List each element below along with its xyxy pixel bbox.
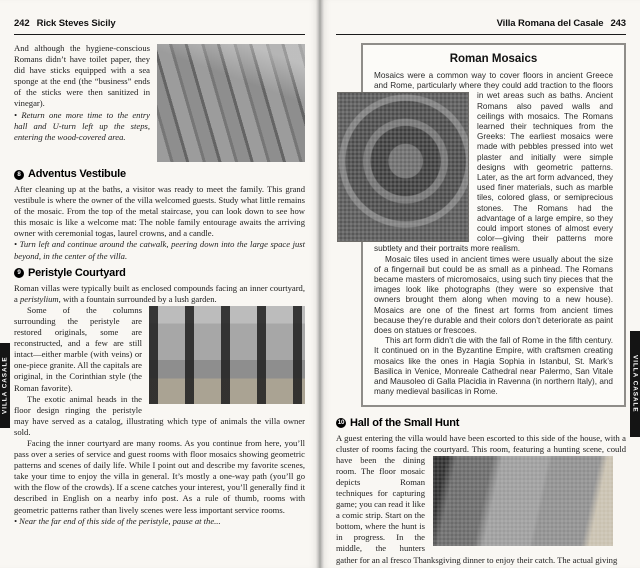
photo-peristyle-courtyard [149, 306, 305, 404]
book-title: Rick Steves Sicily [36, 18, 116, 29]
italic-term-peristylium: peristylium [19, 293, 59, 304]
peristyle-paragraph-3: The exotic animal heads in the floor design ringing the peristyle may have served as a catalog, illustrating which type of animals the villa owner sold. [14, 393, 305, 437]
sidebar-paragraph-3: This art form didn’t die with the fall of Rome in the fifth century. It continued on in the Byzantine Empire, with craftsmen creating mosaics like the ones in Hagia Sophia in Istanbul, St. Mark’s Basilica in Venice, Monreale Cathedral near Palermo, San Vitale and Mausoleo di Galla Placidia in Ravenna (in northern Italy), and many medieval basilicas in Rome. [374, 336, 613, 397]
text-run: room, featuring a hunting scene, could have been the dining room. The floor mosaic depicts Roman techniques for capturing game; you can read it like a comic strip. Start on the bottom, where the hunt is in progress. In the middle, the hunters gather for an al fresco Thanksgiving dinner to enjoy their catch. The actual giving [336, 443, 626, 565]
section-heading-adventus-vestibule [14, 168, 305, 181]
section-heading-hall-of-the-small-hunt [336, 417, 626, 430]
side-tab-villa-casale-right: VILLA CASALE [630, 331, 640, 437]
text-run: Roman villas were typically built as enclosed compounds facing an inner courtyard, a [14, 282, 305, 304]
sidebar-paragraph-2: Mosaic tiles used in ancient times were usually about the size of a fingernail but could be as small as a pinhead. The Romans became masters of micromosaics, using such tiny pieces that the images look like photographs (they were so expensive that owners brought them along when moving to a new house). Mosaics are one of the finest art forms from ancient times because they’re durable and their colors don’t deteriorate as paint does on statues or frescoes. [374, 254, 613, 336]
text-run: floors in wet areas such as baths. Ancient Romans also paved walls and ceilings with mosaics. The Romans learned their techniques from the Greeks: The earliest mosaics were made with pebbles pressed into wet plaster and initially were simple designs with geometric patterns. Later, as the art form advanced, they used finer materials, such as marble tiles, colored glass, or semiprecious stones. The Romans had the advantage of a large empire, so they could import stones of almost every color—giving their patterns more subtlety and their portraits more realism. [374, 81, 613, 254]
section-title: Adventus Vestibule [28, 168, 126, 180]
section-title: Peristyle Courtyard [28, 266, 126, 279]
text-run: Some of the columns surrounding the peristyle are restored originals, some are reconstructed, and a few are still intact—either marble (with veins) or one-piece granite. All the capitals are original, in the Corinthian style (the Roman favorite). [14, 304, 142, 393]
intro-paragraph: And although the hygiene-conscious Romans didn’t have toilet paper, they did have sticks equipped with a sea sponge at the end (the “business” ends of the sticks were then sanitized in vinegar). [14, 43, 150, 109]
running-head-left [14, 18, 305, 35]
page-number-left: 242 [14, 18, 30, 29]
direction-note-peristyle: • Near the far end of this side of the peristyle, pause at the... [14, 515, 221, 526]
text-run: , with a fountain surrounded by a lush garden. [58, 293, 217, 304]
page-number-right: 243 [610, 18, 626, 29]
text-run: Mosaics were a common way to cover floors in ancient Greece and Rome, particularly where they could add traction to the [374, 71, 613, 91]
stop-number-badge: 10 [337, 419, 345, 426]
peristyle-paragraph-1 [14, 283, 305, 305]
stop-number-badge: 9 [14, 268, 24, 278]
section-title: Hall of the Small Hunt [350, 416, 460, 429]
photo-small-hunt-mosaic [433, 456, 613, 546]
direction-note-catwalk: • Turn left and continue around the catwalk, peering down into the large space just beyond, in the center of the villa. [14, 239, 305, 261]
stop-number-badge: 8 [14, 170, 24, 180]
section-heading-peristyle-courtyard [14, 267, 305, 280]
chapter-title: Villa Romana del Casale [496, 18, 604, 29]
running-head-right [336, 18, 626, 35]
page-243 [320, 0, 640, 568]
small-hunt-paragraph [336, 433, 626, 566]
photo-horse-mosaic [338, 93, 468, 241]
sidebar-roman-mosaics [361, 43, 626, 407]
sidebar-title: Roman Mosaics [449, 53, 538, 65]
side-tab-villa-casale-left: VILLA CASALE [0, 343, 10, 428]
text-run: A guest entering the villa would have been escorted to this side of the house, with a cluster of rooms facing the courtyard. This [336, 432, 626, 454]
direction-note-entry-hall: • Return one more time to the entry hall and U-turn left up the steps, entering the wood-covered area. [14, 109, 150, 142]
photo-bath-ruins [157, 44, 305, 162]
peristyle-paragraph-4: Facing the inner courtyard are many rooms. As you continue from here, you’ll pass over a series of service and guest rooms with floor mosaics showing geometric patterns and scenes of daily life. While I point out and describe my favorite scenes, take your time to enjoy the villa in general. It’s mostly a one-way path (you’ll go with the flow of the crowds). If a scene catches your interest, you’ll generally find it described in English on a nearby info post. As a rule of thumb, rooms with geometric patterns rather than lively scenes were less important service rooms. [14, 437, 305, 515]
peristyle-paragraph-2 [14, 305, 305, 394]
sidebar-paragraph-1 [374, 71, 613, 255]
adventus-paragraph: After cleaning up at the baths, a visitor was ready to meet the family. This grand vestibule is where the owner of the villa welcomed guests. Study what little remains of the mosaic. From the top of the metal staircase, you can look down to see how this mosaic is like a welcome mat: The noble family entourage awaits the arriving owner with ceremonial togas, laurel crowns, and a candle. [14, 184, 305, 239]
